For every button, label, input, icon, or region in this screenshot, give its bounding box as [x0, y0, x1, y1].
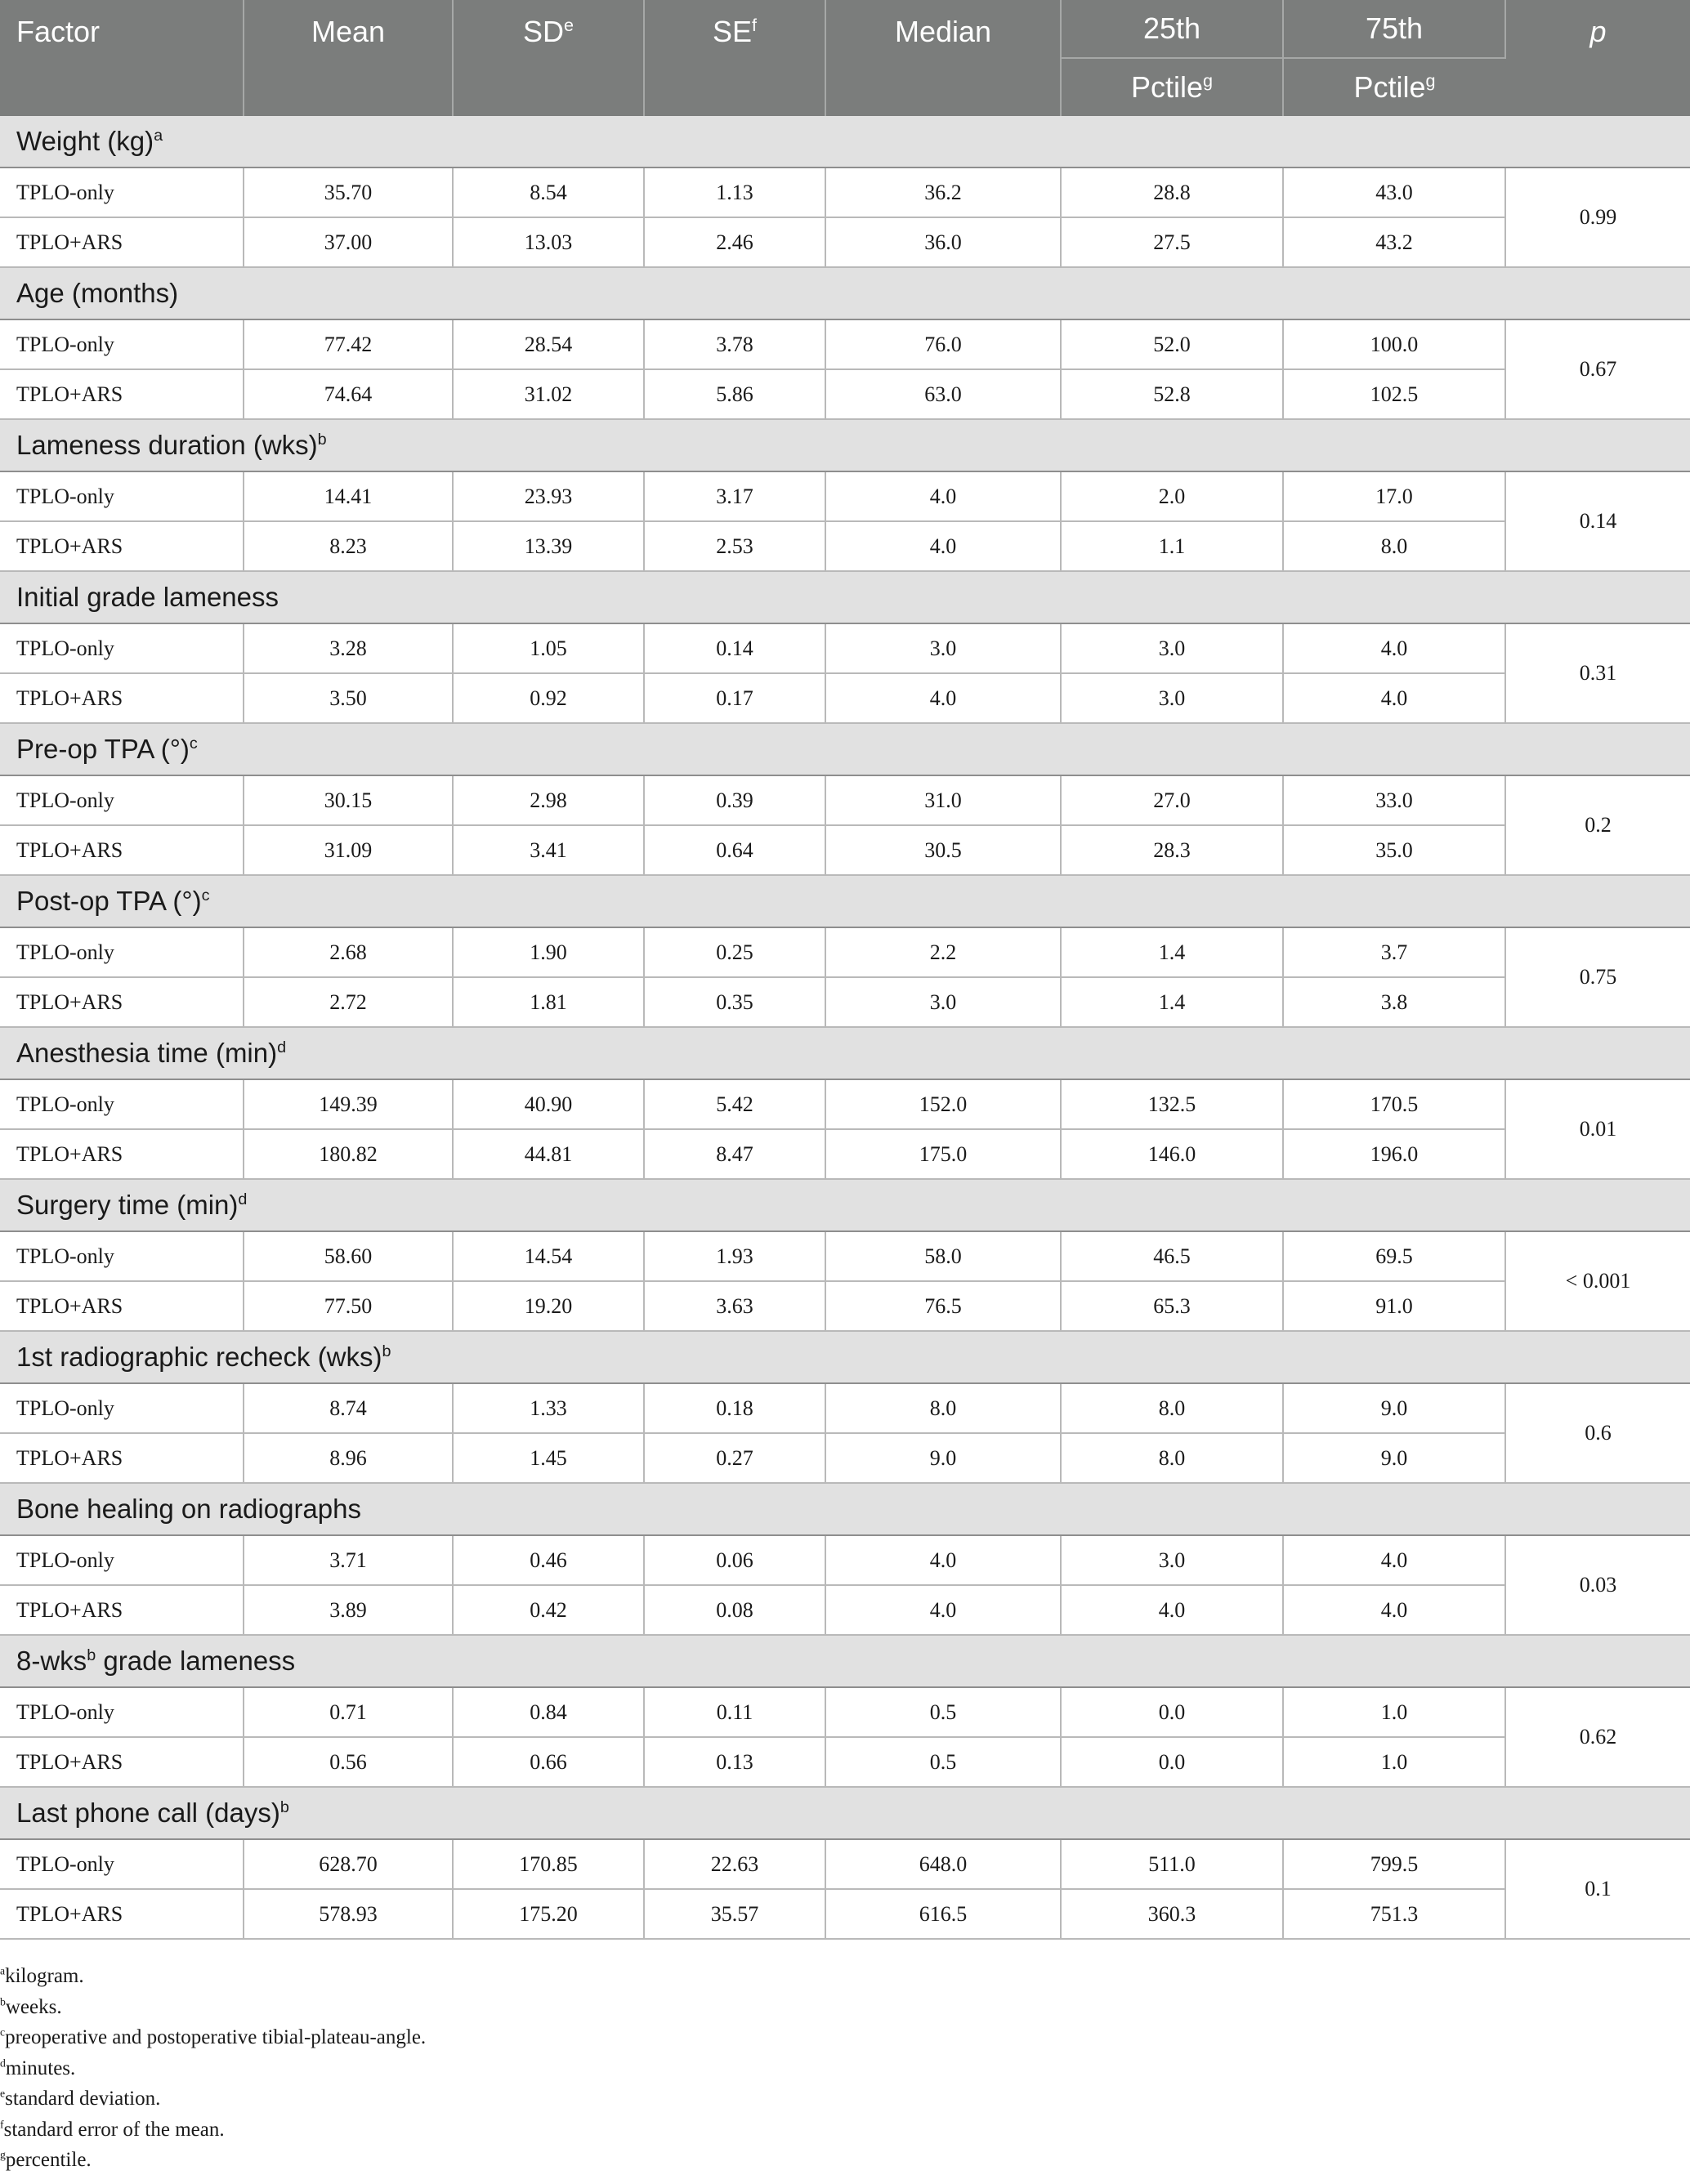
cell-mean: 628.70	[244, 1839, 453, 1889]
cell-p25: 1.4	[1061, 927, 1283, 977]
cell-sd: 31.02	[453, 369, 644, 419]
cell-se: 22.63	[644, 1839, 825, 1889]
cell-sd: 8.54	[453, 167, 644, 217]
cell-sd: 3.41	[453, 825, 644, 875]
cell-sd: 28.54	[453, 319, 644, 369]
cell-p25: 52.8	[1061, 369, 1283, 419]
cell-p25: 28.3	[1061, 825, 1283, 875]
row-label: TPLO-only	[0, 471, 244, 521]
cell-median: 0.5	[825, 1687, 1061, 1737]
cell-median: 4.0	[825, 673, 1061, 723]
group-title: Last phone call (days)$^b$	[0, 1787, 1690, 1839]
cell-sd: 1.33	[453, 1383, 644, 1433]
cell-p25: 3.0	[1061, 1535, 1283, 1585]
cell-se: 35.57	[644, 1889, 825, 1939]
cell-se: 8.47	[644, 1129, 825, 1179]
cell-mean: 180.82	[244, 1129, 453, 1179]
cell-p25: 4.0	[1061, 1585, 1283, 1635]
table-row	[0, 1839, 1690, 1889]
table-row	[0, 977, 1690, 1027]
cell-p75: 9.0	[1283, 1433, 1505, 1483]
cell-p25: 0.0	[1061, 1687, 1283, 1737]
cell-p75: 69.5	[1283, 1231, 1505, 1281]
cell-mean: 2.72	[244, 977, 453, 1027]
group-row	[0, 875, 1690, 927]
header-25th: 25th	[1061, 0, 1283, 58]
table-row	[0, 319, 1690, 369]
row-label: TPLO-only	[0, 1079, 244, 1129]
row-label: TPLO+ARS	[0, 1737, 244, 1787]
cell-p75: 751.3	[1283, 1889, 1505, 1939]
cell-mean: 74.64	[244, 369, 453, 419]
cell-median: 76.5	[825, 1281, 1061, 1331]
cell-median: 4.0	[825, 1585, 1061, 1635]
cell-p25: 8.0	[1061, 1433, 1283, 1483]
cell-p75: 4.0	[1283, 623, 1505, 673]
cell-mean: 30.15	[244, 775, 453, 825]
cell-p75: 799.5	[1283, 1839, 1505, 1889]
table-row	[0, 1737, 1690, 1787]
cell-mean: 35.70	[244, 167, 453, 217]
row-label: TPLO+ARS	[0, 825, 244, 875]
row-label: TPLO+ARS	[0, 1585, 244, 1635]
footnote: $^d$minutes.	[0, 2057, 76, 2079]
row-label: TPLO-only	[0, 1535, 244, 1585]
cell-p25: 0.0	[1061, 1737, 1283, 1787]
cell-p-value: 0.99	[1505, 167, 1690, 267]
cell-se: 0.35	[644, 977, 825, 1027]
footnote: $^e$standard deviation.	[0, 2087, 161, 2110]
cell-p75: 91.0	[1283, 1281, 1505, 1331]
cell-se: 0.14	[644, 623, 825, 673]
cell-p25: 1.1	[1061, 521, 1283, 571]
header-median: Median	[825, 0, 1061, 116]
cell-se: 0.17	[644, 673, 825, 723]
cell-sd: 1.05	[453, 623, 644, 673]
cell-median: 8.0	[825, 1383, 1061, 1433]
table-row	[0, 1383, 1690, 1433]
cell-p-value: 0.03	[1505, 1535, 1690, 1635]
group-row	[0, 1027, 1690, 1079]
group-title: 8-wks$^b$ grade lameness	[0, 1635, 1690, 1687]
cell-median: 58.0	[825, 1231, 1061, 1281]
cell-p-value: 0.1	[1505, 1839, 1690, 1939]
table-row	[0, 471, 1690, 521]
cell-sd: 1.45	[453, 1433, 644, 1483]
cell-p75: 8.0	[1283, 521, 1505, 571]
row-label: TPLO-only	[0, 1839, 244, 1889]
table-header	[0, 0, 1690, 116]
cell-p75: 4.0	[1283, 1535, 1505, 1585]
cell-p25: 28.8	[1061, 167, 1283, 217]
cell-sd: 0.66	[453, 1737, 644, 1787]
cell-p25: 27.5	[1061, 217, 1283, 267]
cell-sd: 14.54	[453, 1231, 644, 1281]
header-factor: Factor	[0, 0, 244, 116]
cell-se: 0.18	[644, 1383, 825, 1433]
group-row	[0, 267, 1690, 319]
cell-p75: 33.0	[1283, 775, 1505, 825]
cell-median: 175.0	[825, 1129, 1061, 1179]
cell-p75: 3.7	[1283, 927, 1505, 977]
table-row	[0, 167, 1690, 217]
cell-p-value: 0.14	[1505, 471, 1690, 571]
cell-se: 1.13	[644, 167, 825, 217]
row-label: TPLO+ARS	[0, 1433, 244, 1483]
cell-p75: 4.0	[1283, 1585, 1505, 1635]
cell-sd: 1.81	[453, 977, 644, 1027]
cell-sd: 19.20	[453, 1281, 644, 1331]
header-75th-pctile: Pctile$^g$	[1283, 58, 1505, 116]
group-row	[0, 1331, 1690, 1383]
table-row	[0, 1281, 1690, 1331]
table-row	[0, 1129, 1690, 1179]
cell-sd: 1.90	[453, 927, 644, 977]
cell-se: 0.64	[644, 825, 825, 875]
cell-mean: 3.71	[244, 1535, 453, 1585]
row-label: TPLO-only	[0, 167, 244, 217]
footnote: $^b$weeks.	[0, 1995, 62, 2018]
table-row	[0, 1079, 1690, 1129]
cell-sd: 44.81	[453, 1129, 644, 1179]
cell-p25: 27.0	[1061, 775, 1283, 825]
footnote: $^g$percentile.	[0, 2148, 92, 2171]
cell-median: 4.0	[825, 1535, 1061, 1585]
cell-median: 76.0	[825, 319, 1061, 369]
cell-mean: 578.93	[244, 1889, 453, 1939]
cell-median: 3.0	[825, 977, 1061, 1027]
cell-median: 152.0	[825, 1079, 1061, 1129]
group-title: Lameness duration (wks)$^b$	[0, 419, 1690, 471]
cell-mean: 0.56	[244, 1737, 453, 1787]
cell-median: 63.0	[825, 369, 1061, 419]
cell-mean: 8.96	[244, 1433, 453, 1483]
row-label: TPLO-only	[0, 623, 244, 673]
cell-se: 5.86	[644, 369, 825, 419]
cell-sd: 0.46	[453, 1535, 644, 1585]
cell-median: 4.0	[825, 471, 1061, 521]
cell-sd: 0.92	[453, 673, 644, 723]
cell-p-value: 0.31	[1505, 623, 1690, 723]
row-label: TPLO+ARS	[0, 1281, 244, 1331]
cell-p25: 1.4	[1061, 977, 1283, 1027]
cell-p25: 52.0	[1061, 319, 1283, 369]
row-label: TPLO+ARS	[0, 1889, 244, 1939]
row-label: TPLO-only	[0, 319, 244, 369]
footnote: $^c$preoperative and postoperative tibial-plateau-angle.	[0, 2025, 427, 2048]
cell-mean: 14.41	[244, 471, 453, 521]
group-title: Age (months)	[0, 267, 1690, 319]
table-row	[0, 927, 1690, 977]
cell-p75: 43.0	[1283, 167, 1505, 217]
cell-mean: 3.89	[244, 1585, 453, 1635]
group-title: Pre-op TPA (°)$^c$	[0, 723, 1690, 775]
cell-sd: 0.84	[453, 1687, 644, 1737]
group-row	[0, 1483, 1690, 1535]
cell-p-value: 0.2	[1505, 775, 1690, 875]
cell-mean: 0.71	[244, 1687, 453, 1737]
cell-se: 2.53	[644, 521, 825, 571]
cell-p75: 17.0	[1283, 471, 1505, 521]
row-label: TPLO+ARS	[0, 521, 244, 571]
group-title: 1st radiographic recheck (wks)$^b$	[0, 1331, 1690, 1383]
group-row	[0, 419, 1690, 471]
cell-sd: 2.98	[453, 775, 644, 825]
cell-se: 0.13	[644, 1737, 825, 1787]
cell-mean: 77.42	[244, 319, 453, 369]
cell-p75: 102.5	[1283, 369, 1505, 419]
cell-mean: 58.60	[244, 1231, 453, 1281]
cell-p25: 3.0	[1061, 673, 1283, 723]
cell-se: 0.27	[644, 1433, 825, 1483]
cell-p75: 35.0	[1283, 825, 1505, 875]
row-label: TPLO-only	[0, 1687, 244, 1737]
table-row	[0, 1231, 1690, 1281]
cell-median: 648.0	[825, 1839, 1061, 1889]
cell-mean: 8.74	[244, 1383, 453, 1433]
cell-mean: 3.28	[244, 623, 453, 673]
cell-p25: 65.3	[1061, 1281, 1283, 1331]
cell-se: 0.08	[644, 1585, 825, 1635]
cell-p-value: 0.01	[1505, 1079, 1690, 1179]
cell-p75: 170.5	[1283, 1079, 1505, 1129]
table-row	[0, 369, 1690, 419]
cell-p-value: < 0.001	[1505, 1231, 1690, 1331]
cell-se: 1.93	[644, 1231, 825, 1281]
row-label: TPLO-only	[0, 775, 244, 825]
cell-se: 0.39	[644, 775, 825, 825]
group-row	[0, 1635, 1690, 1687]
table-body	[0, 116, 1690, 1939]
cell-se: 3.17	[644, 471, 825, 521]
row-label: TPLO+ARS	[0, 673, 244, 723]
group-row	[0, 116, 1690, 167]
cell-p25: 360.3	[1061, 1889, 1283, 1939]
group-title: Anesthesia time $(\min)^d$	[0, 1027, 1690, 1079]
cell-p75: 43.2	[1283, 217, 1505, 267]
cell-p75: 9.0	[1283, 1383, 1505, 1433]
cell-sd: 13.03	[453, 217, 644, 267]
footnote: $^f$standard error of the mean.	[0, 2118, 225, 2141]
cell-p75: 196.0	[1283, 1129, 1505, 1179]
group-title: Bone healing on radiographs	[0, 1483, 1690, 1535]
cell-median: 36.0	[825, 217, 1061, 267]
table-row	[0, 1433, 1690, 1483]
cell-p25: 132.5	[1061, 1079, 1283, 1129]
cell-p75: 1.0	[1283, 1687, 1505, 1737]
cell-se: 3.78	[644, 319, 825, 369]
cell-mean: 149.39	[244, 1079, 453, 1129]
cell-sd: 23.93	[453, 471, 644, 521]
group-title: Weight (kg)$^a$	[0, 116, 1690, 167]
cell-mean: 3.50	[244, 673, 453, 723]
table-row	[0, 1889, 1690, 1939]
cell-mean: 37.00	[244, 217, 453, 267]
group-row	[0, 723, 1690, 775]
row-label: TPLO+ARS	[0, 977, 244, 1027]
cell-se: 0.06	[644, 1535, 825, 1585]
cell-p25: 146.0	[1061, 1129, 1283, 1179]
cell-median: 4.0	[825, 521, 1061, 571]
group-title: Surgery time $(\min)^d$	[0, 1179, 1690, 1231]
cell-se: 5.42	[644, 1079, 825, 1129]
group-row	[0, 1179, 1690, 1231]
cell-mean: 8.23	[244, 521, 453, 571]
row-label: TPLO+ARS	[0, 369, 244, 419]
cell-median: 0.5	[825, 1737, 1061, 1787]
header-se: $SE^f$	[644, 0, 825, 116]
table-row	[0, 1535, 1690, 1585]
row-label: TPLO-only	[0, 1383, 244, 1433]
row-label: TPLO-only	[0, 1231, 244, 1281]
header-p: p	[1505, 0, 1690, 116]
cell-mean: 77.50	[244, 1281, 453, 1331]
cell-median: 2.2	[825, 927, 1061, 977]
table-row	[0, 825, 1690, 875]
cell-se: 2.46	[644, 217, 825, 267]
header-25th-pctile: Pctile$^g$	[1061, 58, 1283, 116]
cell-se: 3.63	[644, 1281, 825, 1331]
group-title: Post-op TPA (°)$^c$	[0, 875, 1690, 927]
cell-sd: 0.42	[453, 1585, 644, 1635]
cell-mean: 31.09	[244, 825, 453, 875]
cell-p75: 100.0	[1283, 319, 1505, 369]
cell-sd: 175.20	[453, 1889, 644, 1939]
cell-p25: 2.0	[1061, 471, 1283, 521]
cell-p-value: 0.67	[1505, 319, 1690, 419]
cell-p75: 3.8	[1283, 977, 1505, 1027]
cell-p-value: 0.6	[1505, 1383, 1690, 1483]
footnote: $^a$kilogram.	[0, 1964, 84, 1987]
cell-median: 31.0	[825, 775, 1061, 825]
group-title: Initial grade lameness	[0, 571, 1690, 623]
cell-mean: 2.68	[244, 927, 453, 977]
cell-p25: 3.0	[1061, 623, 1283, 673]
cell-sd: 40.90	[453, 1079, 644, 1129]
cell-p75: 1.0	[1283, 1737, 1505, 1787]
table-row	[0, 775, 1690, 825]
table-row	[0, 623, 1690, 673]
header-75th: 75th	[1283, 0, 1505, 58]
cell-p-value: 0.62	[1505, 1687, 1690, 1787]
cell-p75: 4.0	[1283, 673, 1505, 723]
cell-median: 36.2	[825, 167, 1061, 217]
cell-se: 0.11	[644, 1687, 825, 1737]
cell-median: 3.0	[825, 623, 1061, 673]
footnotes	[0, 1961, 1690, 2176]
cell-p25: 46.5	[1061, 1231, 1283, 1281]
row-label: TPLO+ARS	[0, 217, 244, 267]
cell-sd: 170.85	[453, 1839, 644, 1889]
table-row	[0, 673, 1690, 723]
cell-p25: 8.0	[1061, 1383, 1283, 1433]
cell-se: 0.25	[644, 927, 825, 977]
group-row	[0, 1787, 1690, 1839]
row-label: TPLO+ARS	[0, 1129, 244, 1179]
cell-sd: 13.39	[453, 521, 644, 571]
cell-median: 9.0	[825, 1433, 1061, 1483]
table-row	[0, 521, 1690, 571]
cell-median: 30.5	[825, 825, 1061, 875]
table-row	[0, 1585, 1690, 1635]
table-row	[0, 217, 1690, 267]
table-row	[0, 1687, 1690, 1737]
header-mean: Mean	[244, 0, 453, 116]
cell-p25: 511.0	[1061, 1839, 1283, 1889]
cell-p-value: 0.75	[1505, 927, 1690, 1027]
group-row	[0, 571, 1690, 623]
header-sd: $SD^e$	[453, 0, 644, 116]
cell-median: 616.5	[825, 1889, 1061, 1939]
row-label: TPLO-only	[0, 927, 244, 977]
